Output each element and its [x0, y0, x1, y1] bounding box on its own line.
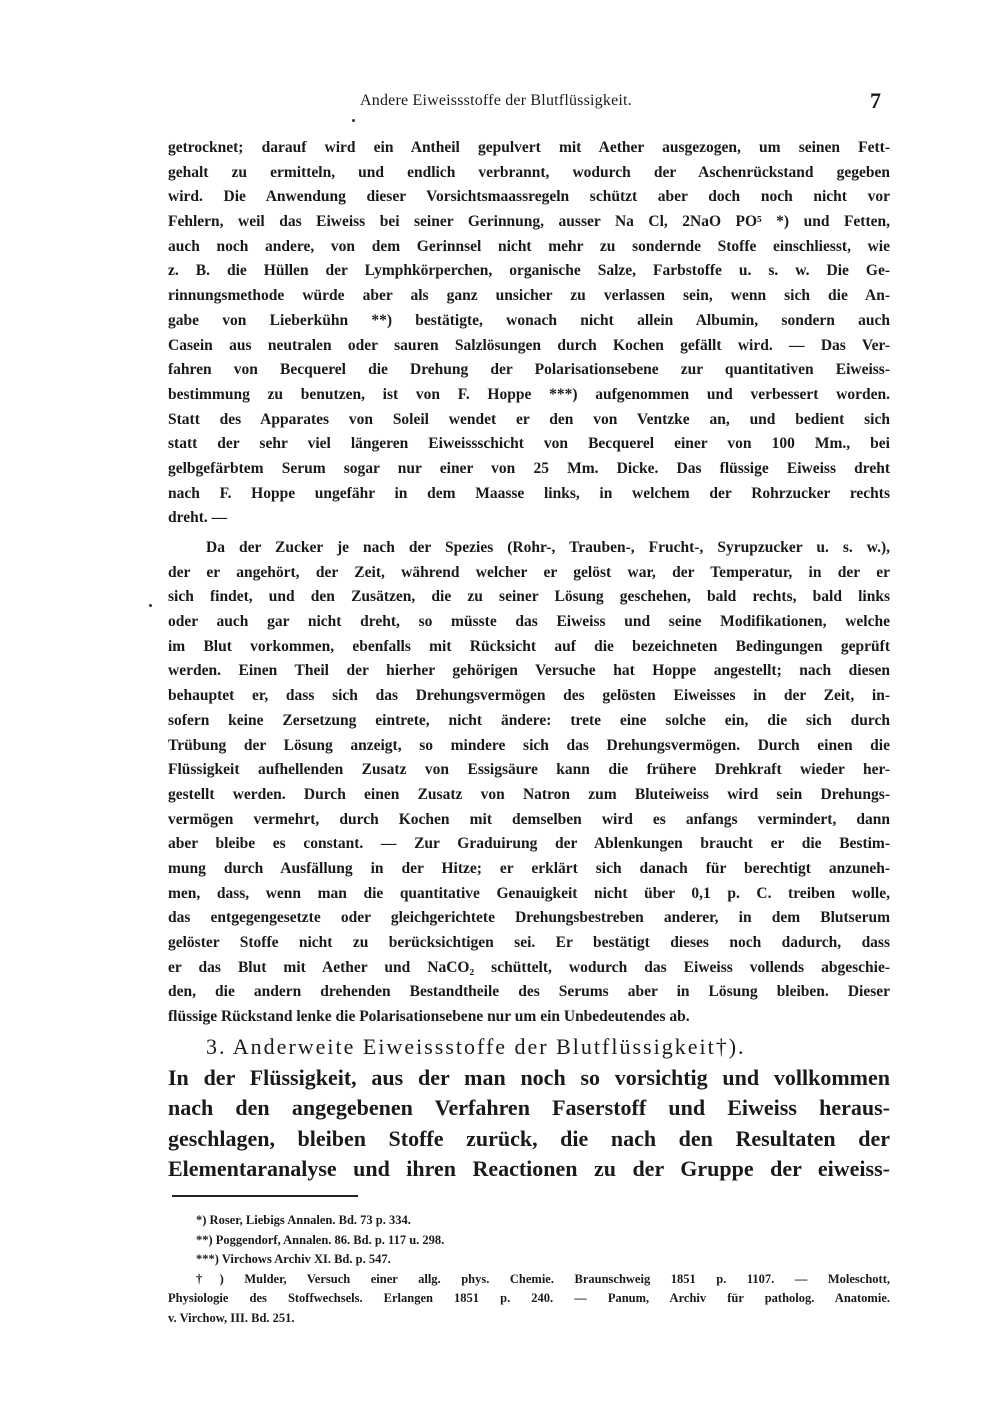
text-line: aber bleibe es constant. — Zur Graduirung der Ablenkungen braucht er die Bestim- [168, 835, 890, 853]
text-line: dreht. — [168, 509, 228, 527]
section-text-line: In der Flüssigkeit, aus der man noch so vorsichtig und vollkommen [168, 1064, 890, 1090]
text-line: Trübung der Lösung anzeigt, so mindere sich das Drehungsvermögen. Durch einen die [168, 736, 890, 754]
footnotes [168, 1211, 890, 1329]
section-3 [168, 1032, 890, 1185]
text-line: im Blut vorkommen, ebenfalls mit Rücksicht auf die bezeichneten Bedingungen geprüft [168, 637, 890, 655]
paragraph-2 [168, 536, 890, 1030]
text-line: gabe von Lieberkühn **) bestätigte, wonach nicht allein Albumin, sondern auch [168, 311, 890, 329]
section-text-line: nach den angegebenen Verfahren Faserstoff und Eiweiss heraus- [168, 1095, 890, 1120]
text-line: werden. Einen Theil der hierher gehörigen Versuche hat Hoppe angestellt; nach diesen [168, 662, 890, 680]
text-line: sofern keine Zersetzung eintrete, nicht ändere: trete eine solche ein, die sich durch [168, 711, 890, 729]
section-text-line: geschlagen, bleiben Stoffe zurück, die nach den Resultaten der [168, 1125, 890, 1151]
paragraph-1 [168, 136, 890, 531]
footnote-line: **) Poggendorf, Annalen. 86. Bd. p. 117 u. 298. [196, 1232, 445, 1247]
text-line: der er angehört, der Zeit, während welcher er gelöst war, der Temperatur, in der er [168, 563, 890, 581]
section-heading: 3. Anderweite Eiweissstoffe der Blutflüssigkeit†). [206, 1034, 746, 1059]
footnote-line: †) Mulder, Versuch einer allg. phys. Chemie. Braunschweig 1851 p. 1107. — Moleschott, [196, 1271, 890, 1286]
text-line: vermögen vermehrt, durch Kochen mit demselben wird es anfangs vermindert, dann [168, 810, 890, 828]
text-line: men, dass, wenn man die quantitative Genauigkeit nicht über 0,1 p. C. treiben wolle, [168, 884, 890, 902]
text-line: rinnungsmethode würde aber als ganz unsicher zu verlassen sein, wenn sich die An- [168, 287, 890, 305]
text-line: gelbgefärbtem Serum sogar nur einer von 25 Mm. Dicke. Das flüssige Eiweiss dreht [168, 459, 890, 477]
text-line: auch noch andere, von dem Gerinnsel nicht mehr zu sondernde Stoffe einschliesst, wie [168, 237, 890, 255]
text-line: wird. Die Anwendung dieser Vorsichtsmaassregeln schützt aber doch noch nicht vor [168, 188, 890, 206]
scan-speck [149, 604, 152, 607]
text-line: getrocknet; darauf wird ein Antheil gepulvert mit Aether ausgezogen, um seinen Fett- [168, 139, 890, 156]
text-line: bestimmung zu benutzen, ist von F. Hoppe ***) aufgenommen und verbessert worden. [168, 385, 890, 403]
footnote-line: ***) Virchows Archiv XI. Bd. p. 547. [196, 1252, 391, 1267]
text-line: fahren von Becquerel die Drehung der Polarisationsebene zur quantitativen Eiweiss- [168, 361, 890, 379]
text-line: Flüssigkeit aufhellenden Zusatz von Essigsäure kann die frühere Drehkraft wieder her- [168, 761, 890, 779]
footnote-line: v. Virchow, III. Bd. 251. [168, 1310, 295, 1325]
text-line: das entgegengesetzte oder gleichgerichtete Drehungsbestreben anderer, in dem Blutserum [168, 909, 890, 927]
text-line: flüssige Rückstand lenke die Polarisationsebene nur um ein Unbedeutendes ab. [168, 1008, 690, 1026]
text-line: behauptet er, dass sich das Drehungsvermögen des gelösten Eiweisses in der Zeit, in- [168, 687, 890, 705]
text-line: Casein aus neutralen oder sauren Salzlösungen durch Kochen gefällt wird. — Das Ver- [168, 336, 890, 354]
text-line: gehalt zu ermitteln, und endlich verbrannt, wodurch der Aschenrückstand gegeben [168, 163, 890, 181]
scan-speck [352, 119, 355, 122]
text-line: Statt des Apparates von Soleil wendet er den von Ventzke an, und bedient sich [168, 410, 890, 428]
text-line: gelöster Stoffe nicht zu berücksichtigen sei. Er bestätigt dieses noch dadurch, dass [168, 934, 890, 951]
text-line: sich findet, und den Zusätzen, die zu seiner Lösung geschehen, bald rechts, bald links [168, 588, 890, 606]
text-line: nach F. Hoppe ungefähr in dem Maasse links, in welchem der Rohrzucker rechts [168, 484, 890, 502]
text-line: gestellt werden. Durch einen Zusatz von Natron zum Bluteiweiss wird sein Drehungs- [168, 785, 890, 803]
text-line: er das Blut mit Aether und NaCO₂ schüttelt, wodurch das Eiweiss vollends abgeschie- [168, 958, 890, 976]
text-line: z. B. die Hüllen der Lymphkörperchen, organische Salze, Farbstoffe u. s. w. Die Ge- [168, 262, 890, 280]
running-header-title: Andere Eiweissstoffe der Blutflüssigkeit. [360, 92, 632, 109]
footnote-rule [172, 1195, 358, 1197]
text-line: Fehlern, weil das Eiweiss bei seiner Gerinnung, ausser Na Cl, 2NaO PO⁵ *) und Fetten, [168, 213, 890, 231]
text-line: statt der sehr viel längeren Eiweissschicht von Becquerel einer von 100 Mm., bei [168, 435, 890, 453]
text-line: Da der Zucker je nach der Spezies (Rohr-, Trauben-, Frucht-, Syrupzucker u. s. w.), [206, 539, 890, 556]
footnote-line: *) Roser, Liebigs Annalen. Bd. 73 p. 334. [196, 1213, 411, 1227]
page-number: 7 [870, 88, 881, 113]
text-line: mung durch Ausfällung in der Hitze; er erklärt sich danach für berechtigt anzuneh- [168, 859, 890, 877]
footnote-line: Physiologie des Stoffwechsels. Erlangen 1851 p. 240. — Panum, Archiv für patholog. Anatomie. [168, 1291, 890, 1306]
text-line: oder auch gar nicht dreht, so müsste das Eiweiss und seine Modifikationen, welche [168, 613, 890, 631]
text-line: den, die andern drehenden Bestandtheile des Serums aber in Lösung bleiben. Dieser [168, 983, 890, 1001]
section-text-line: Elementaranalyse und ihren Reactionen zu der Gruppe der eiweiss- [168, 1156, 890, 1181]
